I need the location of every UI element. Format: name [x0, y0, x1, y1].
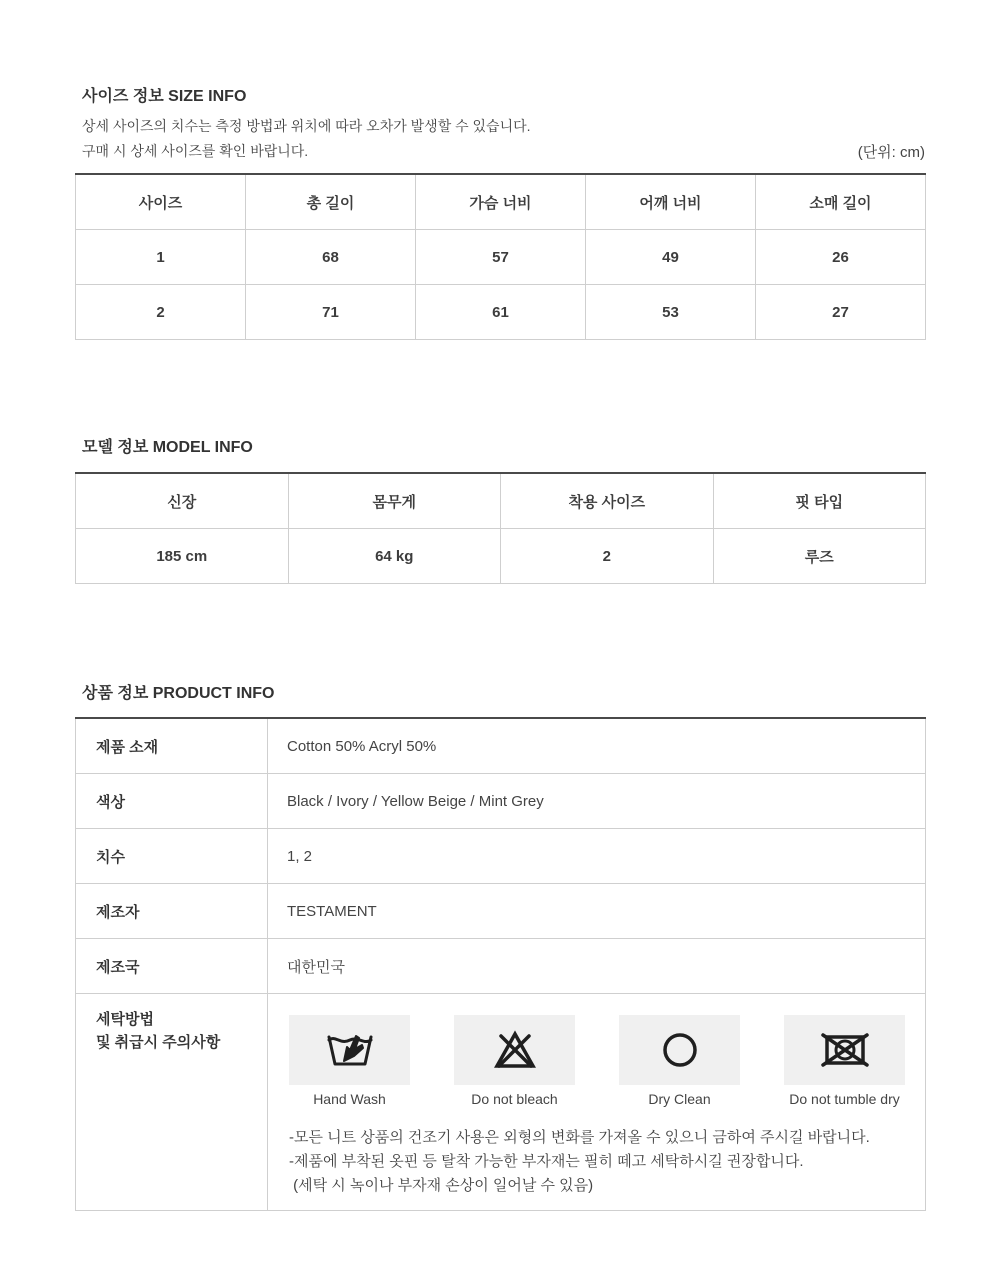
care-note-line: -모든 니트 상품의 건조기 사용은 외형의 변화를 가져올 수 있으니 금하여 주시길 바랍니다.: [289, 1129, 870, 1146]
model-cell: 루즈: [713, 529, 926, 584]
size-cell: 2: [76, 285, 246, 340]
product-value-care: [268, 994, 926, 1211]
size-header-cell: 사이즈: [76, 174, 246, 230]
product-value-origin: 대한민국: [268, 939, 926, 994]
product-table: [75, 717, 926, 1211]
product-label-manufacturer: 제조자: [76, 884, 268, 939]
model-cell: 64 kg: [288, 529, 501, 584]
product-value-manufacturer: TESTAMENT: [268, 884, 926, 939]
care-caption: Dry Clean: [648, 1091, 711, 1107]
model-table: [75, 472, 926, 584]
model-cell: 185 cm: [76, 529, 289, 584]
table-row: [76, 829, 926, 884]
care-caption: Do not tumble dry: [789, 1091, 900, 1107]
table-row: [76, 884, 926, 939]
care-item-hand-wash: [289, 1015, 410, 1107]
size-header-cell: 소매 길이: [756, 174, 926, 230]
care-note-line: (세탁 시 녹이나 부자재 손상이 일어날 수 있음): [289, 1177, 594, 1194]
care-item-dry-clean: [619, 1015, 740, 1107]
size-table-header-row: [76, 174, 926, 230]
model-header-cell: 신장: [76, 473, 289, 529]
size-cell: 71: [246, 285, 416, 340]
size-header-cell: 가슴 너비: [416, 174, 586, 230]
table-row: [76, 230, 926, 285]
model-table-header-row: [76, 473, 926, 529]
product-label-color: 색상: [76, 774, 268, 829]
product-info-title: 상품 정보 PRODUCT INFO: [82, 685, 275, 702]
model-header-cell: 몸무게: [288, 473, 501, 529]
size-cell: 68: [246, 230, 416, 285]
product-label-origin: 제조국: [76, 939, 268, 994]
care-item-do-not-tumble-dry: [784, 1015, 905, 1107]
do-not-bleach-icon: [454, 1015, 575, 1085]
care-caption: Hand Wash: [313, 1091, 386, 1107]
size-info-title: 사이즈 정보 SIZE INFO: [82, 88, 247, 105]
care-label-line2: 및 취급시 주의사항: [96, 1034, 221, 1051]
model-header-cell: 핏 타입: [713, 473, 926, 529]
care-notes: [289, 1126, 925, 1198]
care-note-line: -제품에 부착된 옷핀 등 탈착 가능한 부자재는 필히 떼고 세탁하시길 권장합니다.: [289, 1153, 804, 1170]
size-cell: 61: [416, 285, 586, 340]
size-table: [75, 173, 926, 340]
table-row: [76, 529, 926, 584]
model-info-title: 모델 정보 MODEL INFO: [82, 439, 253, 456]
table-row: [76, 994, 926, 1211]
size-info-desc-line2: 구매 시 상세 사이즈를 확인 바랍니다.: [82, 143, 309, 159]
product-value-size: 1, 2: [268, 829, 926, 884]
size-cell: 1: [76, 230, 246, 285]
size-cell: 26: [756, 230, 926, 285]
product-value-material: Cotton 50% Acryl 50%: [268, 718, 926, 774]
care-label-line1: 세탁방법: [96, 1011, 154, 1028]
product-label-material: 제품 소재: [76, 718, 268, 774]
unit-label: (단위: cm): [857, 144, 925, 161]
model-header-cell: 착용 사이즈: [501, 473, 714, 529]
size-cell: 49: [586, 230, 756, 285]
product-label-size: 치수: [76, 829, 268, 884]
care-icons-row: [289, 1015, 925, 1107]
dry-clean-icon: [619, 1015, 740, 1085]
size-header-cell: 총 길이: [246, 174, 416, 230]
size-cell: 53: [586, 285, 756, 340]
table-row: [76, 285, 926, 340]
size-info-desc-line1: 상세 사이즈의 치수는 측정 방법과 위치에 따라 오차가 발생할 수 있습니다.: [82, 118, 531, 134]
size-cell: 27: [756, 285, 926, 340]
table-row: [76, 718, 926, 774]
product-label-care: [76, 994, 268, 1211]
hand-wash-icon: [289, 1015, 410, 1085]
do-not-tumble-dry-icon: [784, 1015, 905, 1085]
table-row: [76, 939, 926, 994]
table-row: [76, 774, 926, 829]
model-cell: 2: [501, 529, 714, 584]
care-caption: Do not bleach: [471, 1091, 558, 1107]
size-header-cell: 어깨 너비: [586, 174, 756, 230]
product-value-color: Black / Ivory / Yellow Beige / Mint Grey: [268, 774, 926, 829]
care-item-do-not-bleach: [454, 1015, 575, 1107]
size-cell: 57: [416, 230, 586, 285]
